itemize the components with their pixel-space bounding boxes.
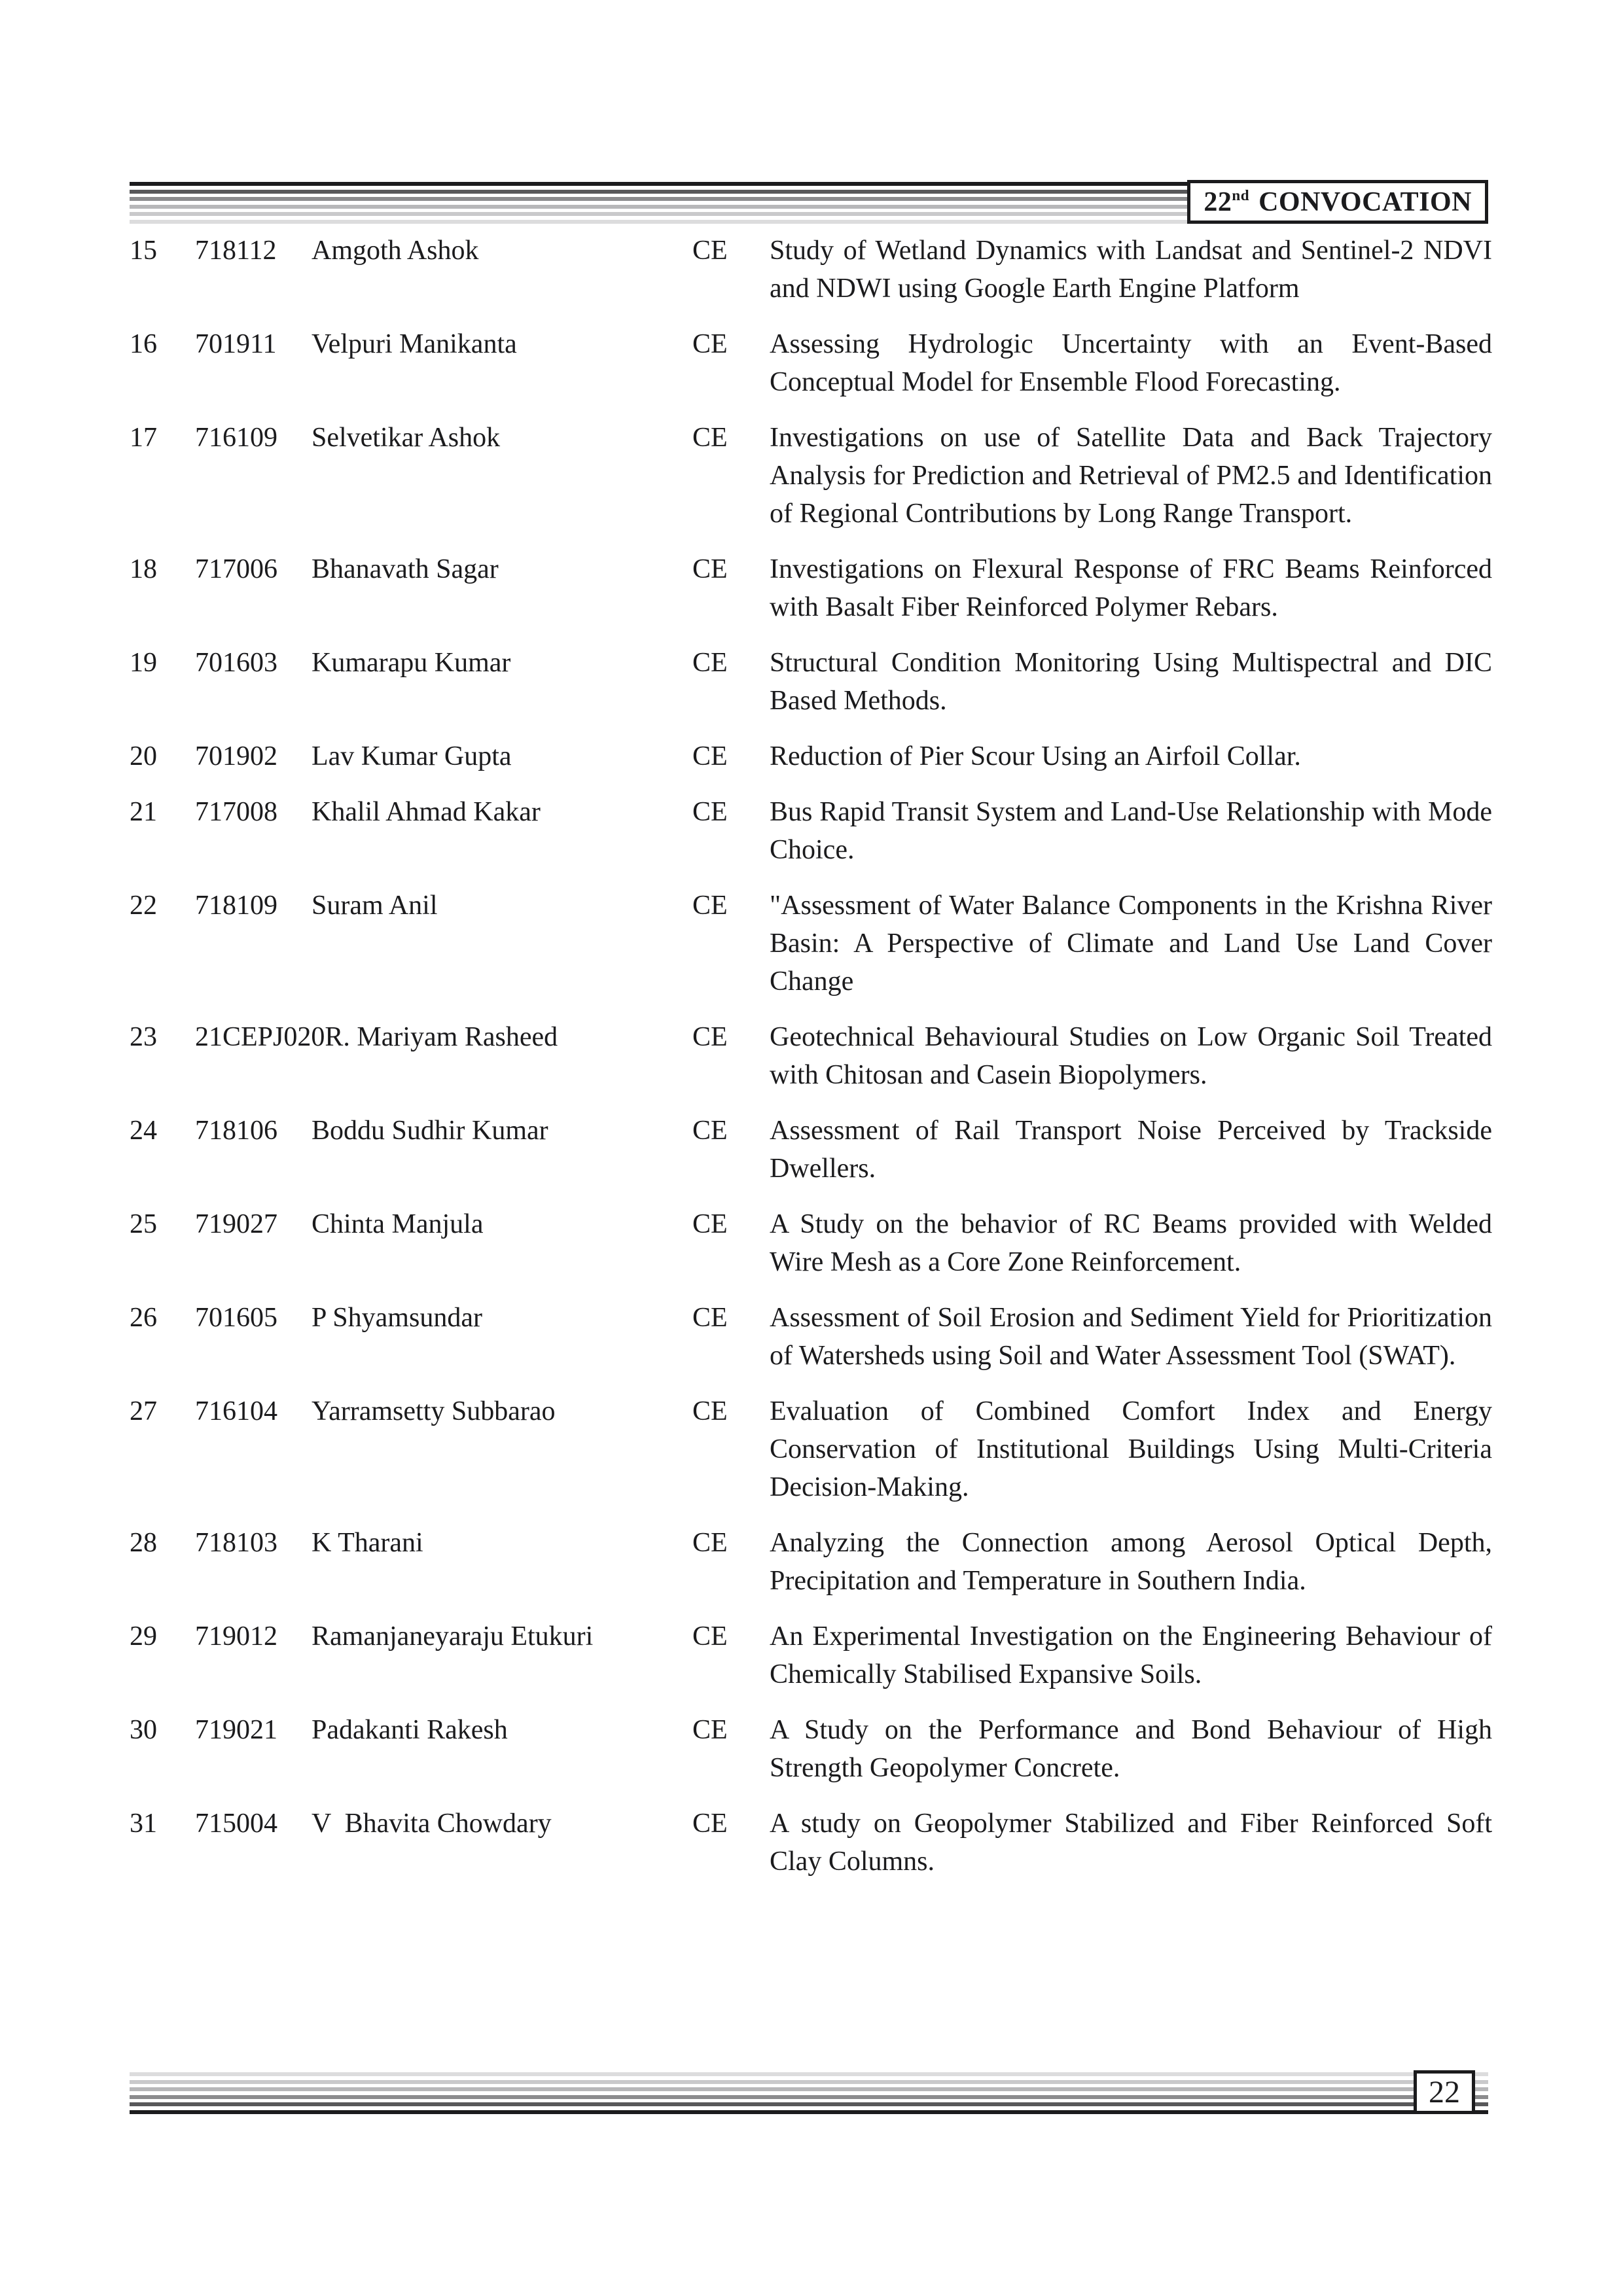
serial-number: 24 [130,1116,157,1146]
department-code: CE [692,1715,728,1745]
table-row [130,550,1492,626]
student-name: Lav Kumar Gupta [312,741,512,771]
serial-number: 21 [130,797,157,827]
student-name: P Shyamsundar [312,1303,482,1333]
thesis-title: Geotechnical Behavioural Studies on Low Organic Soil Treated with Chitosan and Casein Biopolymers. [770,1022,1492,1090]
serial-number: 31 [130,1809,157,1839]
table-row [130,1524,1492,1600]
table-row [130,325,1492,401]
table-row [130,232,1492,308]
roll-number: 716104 [195,1396,277,1426]
thesis-title: Assessment of Rail Transport Noise Perceived by Trackside Dwellers. [770,1116,1492,1184]
table-row [130,887,1492,1000]
table-row [130,1205,1492,1281]
table-row [130,419,1492,533]
department-code: CE [692,741,728,771]
thesis-title: A Study on the Performance and Bond Behaviour of High Strength Geopolymer Concrete. [770,1715,1492,1783]
serial-number: 19 [130,648,157,678]
table-row [130,1018,1492,1094]
header-band [130,182,1488,224]
serial-number: 25 [130,1209,157,1239]
thesis-title: Investigations on use of Satellite Data and Back Trajectory Analysis for Prediction and Retrieval of PM2.5 and Identification of Regional Contributions by Long Range Transport. [770,423,1492,529]
page-number-box [1414,2070,1475,2114]
thesis-title: Analyzing the Connection among Aerosol Optical Depth, Precipitation and Temperature in Southern India. [770,1528,1492,1596]
student-name: Selvetikar Ashok [312,423,501,453]
thesis-title: Investigations on Flexural Response of FRC Beams Reinforced with Basalt Fiber Reinforced Polymer Rebars. [770,554,1492,622]
roll-number: 719027 [195,1209,277,1239]
serial-number: 20 [130,741,157,771]
roll-number: 717008 [195,797,277,827]
badge-number: 22 [1204,186,1232,217]
table-row [130,644,1492,720]
student-name: Chinta Manjula [312,1209,484,1239]
thesis-title: Assessment of Soil Erosion and Sediment Yield for Prioritization of Watersheds using Soil and Water Assessment Tool (SWAT). [770,1303,1492,1371]
serial-number: 15 [130,236,157,266]
table-row [130,737,1492,775]
department-code: CE [692,1809,728,1839]
serial-number: 27 [130,1396,157,1426]
serial-number: 29 [130,1621,157,1651]
convocation-badge: 22 $^{nd}$ CONVOCATION [1187,180,1488,224]
serial-number: 22 [130,891,157,921]
department-code: CE [692,236,728,266]
thesis-title: "Assessment of Water Balance Components in the Krishna River Basin: A Perspective of Climate and Land Use Land Cover Change [770,891,1492,997]
student-name: K Tharani [312,1528,423,1558]
rule-line [130,2087,1488,2091]
student-name: Yarramsetty Subbarao [312,1396,556,1426]
roll-number: 21CEPJ020 [195,1022,325,1052]
thesis-title: Evaluation of Combined Comfort Index and Energy Conservation of Institutional Buildings Using Multi-Criteria Decision-Making. [770,1396,1492,1502]
department-code: CE [692,1528,728,1558]
serial-number: 26 [130,1303,157,1333]
rule-line [130,2072,1488,2076]
thesis-title: A Study on the behavior of RC Beams provided with Welded Wire Mesh as a Core Zone Reinforcement. [770,1209,1492,1277]
serial-number: 30 [130,1715,157,1745]
department-code: CE [692,1022,728,1052]
student-name: Amgoth Ashok [312,236,479,266]
student-name: Khalil Ahmad Kakar [312,797,541,827]
page-number: 22 [1429,2075,1460,2110]
table-row [130,1112,1492,1188]
table-row [130,1711,1492,1787]
student-name: Padakanti Rakesh [312,1715,508,1745]
rule-line [130,2080,1488,2084]
footer-rule-lines [130,2072,1488,2114]
serial-number: 23 [130,1022,157,1052]
graduate-list [130,232,1492,1898]
roll-number: 716109 [195,423,277,453]
department-code: CE [692,1303,728,1333]
thesis-title: Bus Rapid Transit System and Land-Use Relationship with Mode Choice. [770,797,1492,865]
student-name: Suram Anil [312,891,438,921]
department-code: CE [692,329,728,359]
rule-line [130,2095,1488,2099]
thesis-title: Structural Condition Monitoring Using Multispectral and DIC Based Methods. [770,648,1492,716]
badge-word: CONVOCATION [1258,186,1472,217]
thesis-title: A study on Geopolymer Stabilized and Fiber Reinforced Soft Clay Columns. [770,1809,1492,1877]
roll-number: 718106 [195,1116,277,1146]
department-code: CE [692,797,728,827]
student-name: Boddu Sudhir Kumar [312,1116,548,1146]
roll-number: 719021 [195,1715,277,1745]
serial-number: 17 [130,423,157,453]
roll-number: 701902 [195,741,277,771]
roll-number: 717006 [195,554,277,584]
table-row [130,1805,1492,1881]
student-name: Velpuri Manikanta [312,329,517,359]
footer-band [130,2072,1488,2114]
roll-number: 715004 [195,1809,277,1839]
student-name: Bhanavath Sagar [312,554,499,584]
roll-number: 701911 [195,329,277,359]
thesis-title: Assessing Hydrologic Uncertainty with an Event-Based Conceptual Model for Ensemble Flood Forecasting. [770,329,1492,397]
thesis-title: Study of Wetland Dynamics with Landsat and Sentinel-2 NDVI and NDWI using Google Earth Engine Platform [770,236,1492,304]
roll-number: 718112 [195,236,277,266]
department-code: CE [692,1621,728,1651]
student-name: R. Mariyam Rasheed [325,1022,558,1052]
roll-number: 701605 [195,1303,277,1333]
table-row [130,1617,1492,1693]
student-name: V Bhavita Chowdary [312,1809,552,1839]
department-code: CE [692,891,728,921]
rule-line [130,2110,1488,2114]
serial-number: 16 [130,329,157,359]
table-row [130,1392,1492,1506]
student-name: Kumarapu Kumar [312,648,511,678]
thesis-title: An Experimental Investigation on the Engineering Behaviour of Chemically Stabilised Expansive Soils. [770,1621,1492,1689]
department-code: CE [692,1396,728,1426]
department-code: CE [692,648,728,678]
roll-number: 718103 [195,1528,277,1558]
department-code: CE [692,423,728,453]
rule-line [130,2102,1488,2106]
table-row [130,1299,1492,1375]
roll-number: 719012 [195,1621,277,1651]
roll-number: 701603 [195,648,277,678]
department-code: CE [692,1209,728,1239]
department-code: CE [692,554,728,584]
student-name: Ramanjaneyaraju Etukuri [312,1621,594,1651]
roll-number: 718109 [195,891,277,921]
thesis-title: Reduction of Pier Scour Using an Airfoil Collar. [770,741,1301,771]
serial-number: 18 [130,554,157,584]
table-row [130,793,1492,869]
serial-number: 28 [130,1528,157,1558]
department-code: CE [692,1116,728,1146]
